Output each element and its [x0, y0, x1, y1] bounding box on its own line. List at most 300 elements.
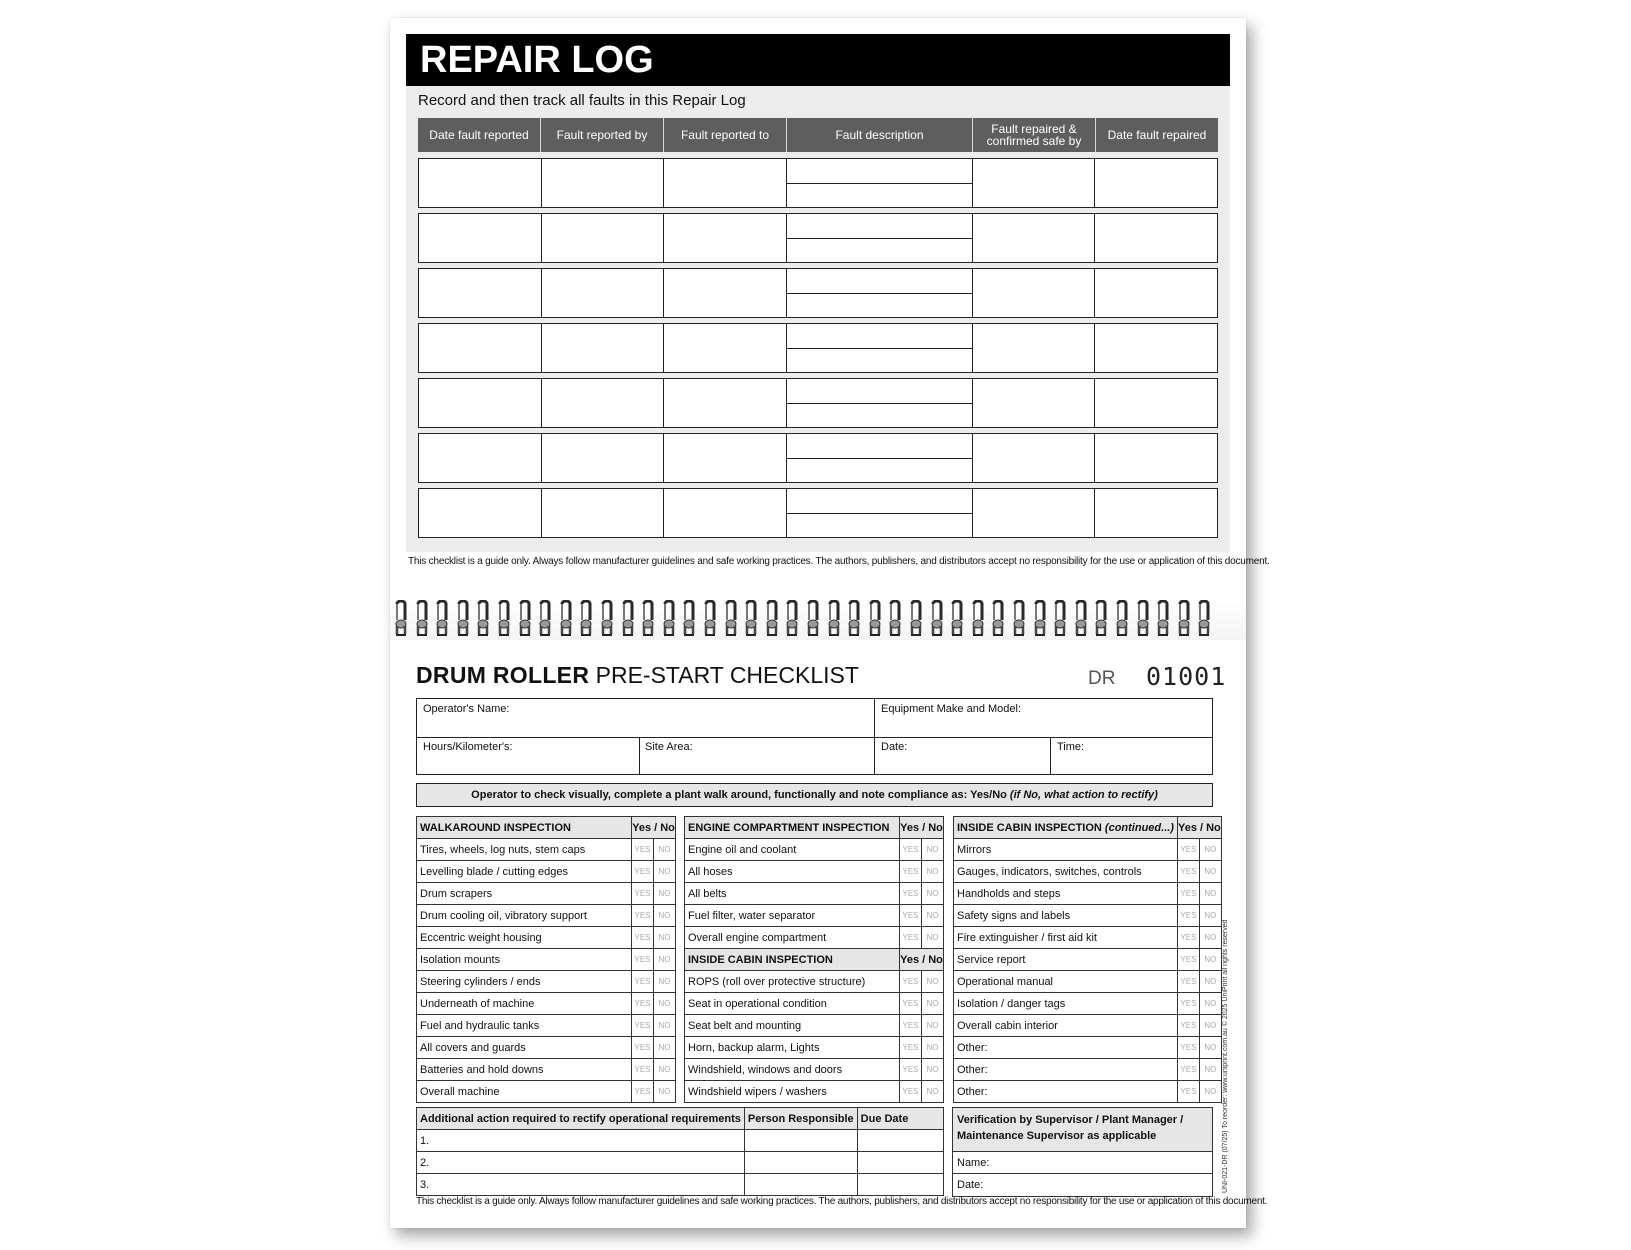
col-reported-by: Fault reported by — [541, 118, 664, 152]
checklist-title-rest: PRE-START CHECKLIST — [595, 662, 859, 688]
spiral-coil — [1136, 600, 1150, 638]
checklist-title — [416, 662, 859, 689]
section-title-text: INSIDE CABIN INSPECTION — [688, 953, 833, 966]
yes-checkbox[interactable]: YES — [900, 971, 922, 993]
description-cell[interactable] — [787, 379, 973, 427]
checklist-item-row — [685, 905, 944, 927]
no-checkbox[interactable]: NO — [654, 971, 676, 993]
spiral-coil — [909, 600, 923, 638]
action-row[interactable] — [417, 1130, 944, 1152]
checklist-item-label: Windshield, windows and doors — [685, 1059, 900, 1081]
spiral-coil — [868, 600, 882, 638]
checklist-item-row — [954, 1059, 1222, 1081]
repair-log-cell[interactable] — [1095, 159, 1217, 207]
repair-log-cell[interactable] — [419, 379, 542, 427]
checklist-item-label: Batteries and hold downs — [417, 1059, 632, 1081]
yes-checkbox[interactable]: YES — [632, 971, 654, 993]
checklist-item-row — [685, 993, 944, 1015]
person-cell[interactable] — [744, 1174, 857, 1196]
repair-log-cell[interactable] — [1095, 379, 1217, 427]
no-checkbox[interactable]: NO — [654, 1059, 676, 1081]
repair-log-cell[interactable] — [973, 379, 1096, 427]
checklist-item-label: Other: — [954, 1037, 1178, 1059]
repair-log-header — [418, 118, 1218, 152]
spiral-coil — [1094, 600, 1108, 638]
no-checkbox[interactable]: NO — [654, 1081, 676, 1103]
checklist-item-row — [954, 861, 1222, 883]
repair-log-cell[interactable] — [419, 269, 542, 317]
no-checkbox[interactable]: NO — [1199, 861, 1221, 883]
person-responsible-header: Person Responsible — [744, 1108, 857, 1130]
description-cell[interactable] — [787, 489, 973, 537]
spiral-coil — [847, 600, 861, 638]
repair-log-disclaimer: This checklist is a guide only. Always follow manufacturer guidelines and safe working practices. The authors, publishers, and distributors accept no responsibility for the use or application of this document. — [408, 556, 1270, 567]
checklist-item-label: Horn, backup alarm, Lights — [685, 1037, 900, 1059]
description-line[interactable] — [787, 489, 972, 514]
checklist-item-label: Overall engine compartment — [685, 927, 900, 949]
repair-log-cell[interactable] — [1095, 214, 1217, 262]
col-description: Fault description — [787, 118, 973, 152]
equipment-field[interactable]: Equipment Make and Model: — [881, 703, 1022, 715]
yes-checkbox[interactable]: YES — [900, 927, 922, 949]
repair-log-cell[interactable] — [1095, 324, 1217, 372]
no-checkbox[interactable]: NO — [654, 1037, 676, 1059]
spiral-coil — [930, 600, 944, 638]
yes-checkbox[interactable]: YES — [900, 1015, 922, 1037]
checklist-item-row — [685, 861, 944, 883]
checklist-item-row — [685, 1059, 944, 1081]
checklist-item-row — [417, 993, 676, 1015]
no-checkbox[interactable]: NO — [654, 839, 676, 861]
notebook-page — [390, 18, 1270, 1228]
yes-checkbox[interactable]: YES — [1177, 839, 1199, 861]
description-cell[interactable] — [787, 434, 973, 482]
checklist-item-label: Mirrors — [954, 839, 1178, 861]
info-divider — [639, 737, 640, 775]
checklist-item-row — [954, 883, 1222, 905]
no-checkbox[interactable]: NO — [1199, 839, 1221, 861]
spiral-coil — [538, 600, 552, 638]
checklist-item-row — [954, 1037, 1222, 1059]
spiral-coil — [394, 600, 408, 638]
checklist-item-row — [417, 927, 676, 949]
no-checkbox[interactable]: NO — [1199, 1059, 1221, 1081]
section-title-text: INSIDE CABIN INSPECTION — [957, 821, 1102, 834]
checklist-item-label: Safety signs and labels — [954, 905, 1178, 927]
no-checkbox[interactable]: NO — [922, 905, 944, 927]
checklist-item-label: Fire extinguisher / first aid kit — [954, 927, 1178, 949]
checklist-item-row — [417, 1081, 676, 1103]
repair-log-cell[interactable] — [419, 489, 542, 537]
repair-log-row[interactable] — [418, 323, 1218, 373]
checklist-title-bold: DRUM ROLLER — [416, 662, 590, 688]
checklist-item-label: Fuel and hydraulic tanks — [417, 1015, 632, 1037]
checklist-item-row — [417, 1059, 676, 1081]
operator-name-field[interactable]: Operator's Name: — [423, 703, 510, 715]
spiral-coil — [476, 600, 490, 638]
yes-checkbox[interactable]: YES — [632, 1081, 654, 1103]
yes-checkbox[interactable]: YES — [1177, 993, 1199, 1015]
section-header-row — [954, 817, 1222, 839]
spiral-coil — [662, 600, 676, 638]
yes-checkbox[interactable]: YES — [632, 861, 654, 883]
repair-log-cell[interactable] — [664, 434, 787, 482]
repair-log-cell[interactable] — [973, 324, 1096, 372]
repair-log-cell[interactable] — [973, 269, 1096, 317]
checklist-item-row — [954, 971, 1222, 993]
spiral-coil — [435, 600, 449, 638]
description-line[interactable] — [787, 514, 972, 538]
checklist-item-label: Levelling blade / cutting edges — [417, 861, 632, 883]
repair-log-row[interactable] — [418, 213, 1218, 263]
yes-checkbox[interactable]: YES — [1177, 949, 1199, 971]
repair-log-cell[interactable] — [419, 434, 542, 482]
checklist-item-label: Isolation / danger tags — [954, 993, 1178, 1015]
spiral-coil — [518, 600, 532, 638]
person-cell[interactable] — [744, 1130, 857, 1152]
repair-log-cell[interactable] — [973, 159, 1096, 207]
spiral-coil — [765, 600, 779, 638]
due-cell[interactable] — [857, 1174, 943, 1196]
repair-log-cell[interactable] — [664, 379, 787, 427]
no-checkbox[interactable]: NO — [922, 1037, 944, 1059]
due-cell[interactable] — [857, 1130, 943, 1152]
checklist-item-row — [954, 949, 1222, 971]
repair-log-row[interactable] — [418, 158, 1218, 208]
repair-log-cell[interactable] — [542, 489, 665, 537]
repair-log-cell[interactable] — [664, 159, 787, 207]
description-line[interactable] — [787, 379, 972, 404]
col-date-reported: Date fault reported — [418, 118, 541, 152]
yes-checkbox[interactable]: YES — [1177, 905, 1199, 927]
person-cell[interactable] — [744, 1152, 857, 1174]
repair-log-row[interactable] — [418, 433, 1218, 483]
spiral-coil — [600, 600, 614, 638]
time-field[interactable]: Time: — [1057, 741, 1085, 753]
yes-checkbox[interactable]: YES — [632, 905, 654, 927]
repair-log-row[interactable] — [418, 268, 1218, 318]
spiral-coil — [1012, 600, 1026, 638]
no-checkbox[interactable]: NO — [1199, 927, 1221, 949]
description-line[interactable] — [787, 214, 972, 239]
spiral-coil — [1156, 600, 1170, 638]
description-cell[interactable] — [787, 324, 973, 372]
checklist-item-row — [685, 883, 944, 905]
yes-no-header: Yes / No — [900, 949, 944, 971]
description-line[interactable] — [787, 159, 972, 184]
no-checkbox[interactable]: NO — [1199, 993, 1221, 1015]
repair-log-cell[interactable] — [419, 214, 542, 262]
checklist-item-label: Handholds and steps — [954, 883, 1178, 905]
spiral-coil — [827, 600, 841, 638]
serial-number: 01001 — [1146, 662, 1227, 691]
description-line[interactable] — [787, 459, 972, 483]
section-title-text: ENGINE COMPARTMENT INSPECTION — [688, 821, 890, 834]
repair-log-subtitle: Record and then track all faults in this Repair Log — [418, 92, 746, 109]
checklist-item-row — [417, 1015, 676, 1037]
info-divider — [1050, 737, 1051, 775]
repair-log-cell[interactable] — [973, 489, 1096, 537]
checklist-item-row — [954, 993, 1222, 1015]
instruction-italic: (if No, what action to rectify) — [1009, 789, 1158, 801]
no-checkbox[interactable]: NO — [654, 883, 676, 905]
no-checkbox[interactable]: NO — [654, 905, 676, 927]
yes-checkbox[interactable]: YES — [900, 1037, 922, 1059]
side-print-info: UNI-021-DR (07/25) To reorder: www.uniprint.com.au © 2025 UniPrint all rights reserved — [1222, 919, 1229, 1193]
repair-log-cell[interactable] — [973, 214, 1096, 262]
description-line[interactable] — [787, 294, 972, 318]
action-row-number[interactable]: 2. — [417, 1152, 745, 1174]
due-cell[interactable] — [857, 1152, 943, 1174]
no-checkbox[interactable]: NO — [922, 883, 944, 905]
description-cell[interactable] — [787, 159, 973, 207]
yes-checkbox[interactable]: YES — [1177, 1059, 1199, 1081]
yes-checkbox[interactable]: YES — [900, 993, 922, 1015]
site-area-field[interactable]: Site Area: — [645, 741, 693, 753]
no-checkbox[interactable]: NO — [922, 839, 944, 861]
repair-log-cell[interactable] — [542, 324, 665, 372]
no-checkbox[interactable]: NO — [922, 1081, 944, 1103]
checklist-item-label: Tires, wheels, log nuts, stem caps — [417, 839, 632, 861]
spiral-coil — [806, 600, 820, 638]
no-checkbox[interactable]: NO — [1199, 1081, 1221, 1103]
repair-log-cell[interactable] — [1095, 269, 1217, 317]
no-checkbox[interactable]: NO — [1199, 883, 1221, 905]
repair-log-panel — [406, 34, 1230, 552]
no-checkbox[interactable]: NO — [654, 993, 676, 1015]
yes-checkbox[interactable]: YES — [632, 1015, 654, 1037]
date-field[interactable]: Date: — [881, 741, 908, 753]
yes-checkbox[interactable]: YES — [900, 905, 922, 927]
repair-log-cell[interactable] — [664, 324, 787, 372]
checklist-item-label: Seat belt and mounting — [685, 1015, 900, 1037]
col-confirmed-by: Fault repaired & confirmed safe by — [973, 118, 1096, 152]
description-cell[interactable] — [787, 269, 973, 317]
section-header-row — [685, 817, 944, 839]
spiral-coil — [1115, 600, 1129, 638]
walkaround-table — [416, 816, 676, 1103]
checklist-item-label: Overall machine — [417, 1081, 632, 1103]
action-row-number[interactable]: 3. — [417, 1174, 745, 1196]
no-checkbox[interactable]: NO — [654, 861, 676, 883]
checklist-item-row — [685, 927, 944, 949]
repair-log-cell[interactable] — [542, 214, 665, 262]
yes-checkbox[interactable]: YES — [632, 927, 654, 949]
spiral-coil — [1177, 600, 1191, 638]
info-divider — [874, 699, 875, 737]
checklist-item-row — [954, 905, 1222, 927]
action-row-number[interactable]: 1. — [417, 1130, 745, 1152]
spiral-coil — [1053, 600, 1067, 638]
no-checkbox[interactable]: NO — [1199, 949, 1221, 971]
yes-checkbox[interactable]: YES — [1177, 971, 1199, 993]
checklist-item-row — [417, 905, 676, 927]
repair-log-rows — [418, 158, 1218, 543]
yes-checkbox[interactable]: YES — [1177, 883, 1199, 905]
spiral-coil — [1197, 600, 1211, 638]
no-checkbox[interactable]: NO — [1199, 1015, 1221, 1037]
checklist-item-row — [685, 839, 944, 861]
spiral-coil — [971, 600, 985, 638]
spiral-coil — [682, 600, 696, 638]
serial-prefix: DR — [1088, 668, 1116, 689]
checklist-item-row — [954, 927, 1222, 949]
description-line[interactable] — [787, 404, 972, 428]
yes-checkbox[interactable]: YES — [900, 1081, 922, 1103]
due-date-header: Due Date — [857, 1108, 943, 1130]
checklist-item-label: Isolation mounts — [417, 949, 632, 971]
repair-log-title: REPAIR LOG — [406, 34, 1230, 86]
checklist-item-label: Fuel filter, water separator — [685, 905, 900, 927]
checklist-item-row — [954, 839, 1222, 861]
repair-log-cell[interactable] — [419, 324, 542, 372]
description-line[interactable] — [787, 239, 972, 263]
repair-log-cell[interactable] — [973, 434, 1096, 482]
spiral-coil — [1033, 600, 1047, 638]
operator-info-box — [416, 698, 1213, 775]
checklist-item-label: Other: — [954, 1081, 1178, 1103]
checklist-item-label: ROPS (roll over protective structure) — [685, 971, 900, 993]
yes-checkbox[interactable]: YES — [632, 1059, 654, 1081]
verification-title: Verification by Supervisor / Plant Manager / Maintenance Supervisor as applicable — [953, 1108, 1212, 1152]
repair-log-cell[interactable] — [664, 214, 787, 262]
no-checkbox[interactable]: NO — [1199, 1037, 1221, 1059]
repair-log-cell[interactable] — [1095, 489, 1217, 537]
checklist-item-label: Engine oil and coolant — [685, 839, 900, 861]
yes-checkbox[interactable]: YES — [632, 883, 654, 905]
no-checkbox[interactable]: NO — [654, 1015, 676, 1037]
yes-checkbox[interactable]: YES — [632, 993, 654, 1015]
spiral-coil — [991, 600, 1005, 638]
verification-date-field[interactable]: Date: — [957, 1179, 984, 1191]
spiral-coil — [579, 600, 593, 638]
checklist-item-label: All hoses — [685, 861, 900, 883]
no-checkbox[interactable]: NO — [922, 993, 944, 1015]
description-line[interactable] — [787, 349, 972, 373]
section-title-text: WALKAROUND INSPECTION — [420, 821, 571, 834]
checklist-item-label: Seat in operational condition — [685, 993, 900, 1015]
yes-checkbox[interactable]: YES — [900, 1059, 922, 1081]
yes-checkbox[interactable]: YES — [900, 839, 922, 861]
spiral-coil — [724, 600, 738, 638]
section-title-italic: (continued...) — [1104, 821, 1174, 834]
checklist-item-label: Gauges, indicators, switches, controls — [954, 861, 1178, 883]
spiral-binding — [390, 598, 1246, 640]
checklist-item-row — [954, 1015, 1222, 1037]
repair-log-cell[interactable] — [542, 379, 665, 427]
yes-checkbox[interactable]: YES — [1177, 1081, 1199, 1103]
instruction-text: Operator to check visually, complete a plant walk around, functionally and note compliance as: Yes/No — [471, 789, 1007, 801]
cabin-continued-section — [953, 816, 1221, 1103]
description-line[interactable] — [787, 324, 972, 349]
yes-checkbox[interactable]: YES — [1177, 927, 1199, 949]
no-checkbox[interactable]: NO — [922, 971, 944, 993]
no-checkbox[interactable]: NO — [1199, 971, 1221, 993]
info-divider — [417, 737, 1212, 738]
repair-log-cell[interactable] — [419, 159, 542, 207]
no-checkbox[interactable]: NO — [654, 927, 676, 949]
repair-log-row[interactable] — [418, 488, 1218, 538]
section-title — [685, 817, 900, 839]
spiral-coil — [559, 600, 573, 638]
action-row[interactable] — [417, 1152, 944, 1174]
checklist-item-label: Underneath of machine — [417, 993, 632, 1015]
col-date-repaired: Date fault repaired — [1107, 128, 1207, 142]
no-checkbox[interactable]: NO — [922, 927, 944, 949]
section-title — [417, 817, 632, 839]
engine-cabin-section — [684, 816, 944, 1103]
description-cell[interactable] — [787, 214, 973, 262]
no-checkbox[interactable]: NO — [922, 1059, 944, 1081]
col-reported-to: Fault reported to — [664, 118, 787, 152]
repair-log-row[interactable] — [418, 378, 1218, 428]
checklist-item-label: Windshield wipers / washers — [685, 1081, 900, 1103]
action-row[interactable] — [417, 1174, 944, 1196]
spiral-coil — [415, 600, 429, 638]
action-header-row — [417, 1108, 944, 1130]
checklist-item-label: Other: — [954, 1059, 1178, 1081]
checklist-item-row — [417, 839, 676, 861]
section-header-row — [417, 817, 676, 839]
checklist-item-label: Eccentric weight housing — [417, 927, 632, 949]
yes-no-header: Yes / No — [1177, 817, 1221, 839]
checklist-item-row — [954, 1081, 1222, 1103]
repair-log-cell[interactable] — [664, 269, 787, 317]
repair-log-cell[interactable] — [542, 434, 665, 482]
spiral-coil — [456, 600, 470, 638]
repair-log-cell[interactable] — [1095, 434, 1217, 482]
yes-checkbox[interactable]: YES — [632, 949, 654, 971]
no-checkbox[interactable]: NO — [654, 949, 676, 971]
repair-log-cell[interactable] — [542, 159, 665, 207]
description-line[interactable] — [787, 269, 972, 294]
action-title: Additional action required to rectify operational requirements — [417, 1108, 745, 1130]
description-line[interactable] — [787, 434, 972, 459]
yes-checkbox[interactable]: YES — [1177, 1015, 1199, 1037]
yes-checkbox[interactable]: YES — [632, 839, 654, 861]
yes-checkbox[interactable]: YES — [632, 1037, 654, 1059]
instruction-bar — [416, 783, 1213, 807]
checklist-item-row — [417, 861, 676, 883]
engine-cabin-table — [684, 816, 944, 1103]
spiral-coil — [785, 600, 799, 638]
verification-section — [952, 1107, 1213, 1197]
no-checkbox[interactable]: NO — [922, 861, 944, 883]
action-table — [416, 1107, 944, 1196]
checklist-item-label: Service report — [954, 949, 1178, 971]
walkaround-section — [416, 816, 676, 1103]
checklist-item-row — [685, 1037, 944, 1059]
yes-checkbox[interactable]: YES — [900, 883, 922, 905]
spiral-coil — [621, 600, 635, 638]
verification-name-field[interactable]: Name: — [953, 1152, 1212, 1174]
no-checkbox[interactable]: NO — [922, 1015, 944, 1037]
yes-checkbox[interactable]: YES — [1177, 861, 1199, 883]
repair-log-cell[interactable] — [542, 269, 665, 317]
no-checkbox[interactable]: NO — [1199, 905, 1221, 927]
spiral-coil — [497, 600, 511, 638]
section-title — [954, 817, 1178, 839]
yes-checkbox[interactable]: YES — [900, 861, 922, 883]
hours-field[interactable]: Hours/Kilometer's: — [423, 741, 513, 753]
spiral-coil — [703, 600, 717, 638]
spiral-coil — [950, 600, 964, 638]
checklist-item-row — [685, 971, 944, 993]
repair-log-cell[interactable] — [664, 489, 787, 537]
description-line[interactable] — [787, 184, 972, 208]
section-title — [685, 949, 900, 971]
yes-checkbox[interactable]: YES — [1177, 1037, 1199, 1059]
